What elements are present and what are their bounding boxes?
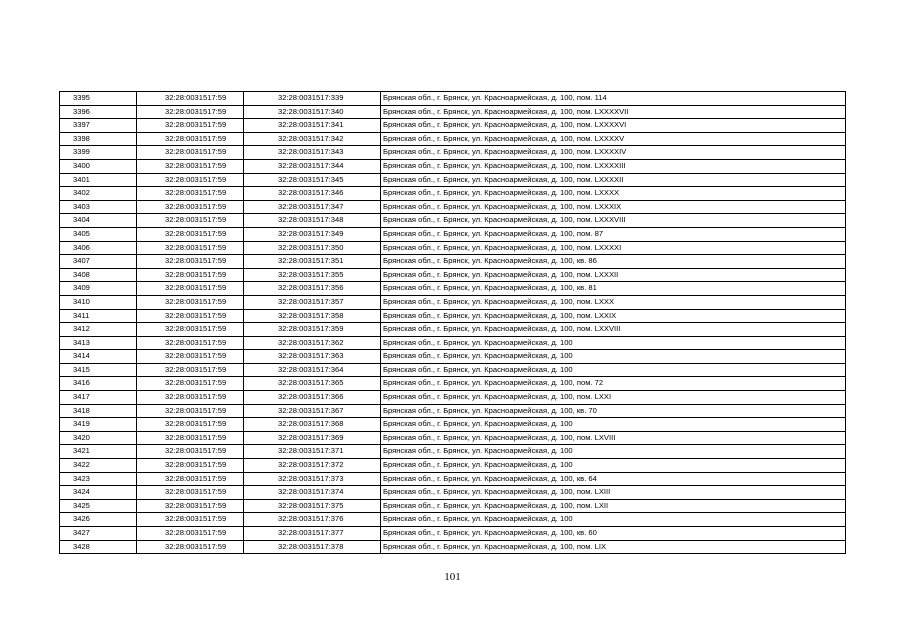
table-row: [60, 377, 846, 391]
row-number-cell: 3400: [60, 159, 137, 173]
room-cadastral-number-cell: 32:28:0031517:365: [244, 377, 381, 391]
address-cell: Брянская обл., г. Брянск, ул. Красноармейская, д. 100: [381, 350, 846, 364]
table-row: [60, 200, 846, 214]
row-number-cell: 3418: [60, 404, 137, 418]
table-row: [60, 445, 846, 459]
room-cadastral-number-cell: 32:28:0031517:351: [244, 255, 381, 269]
table-row: [60, 227, 846, 241]
parcel-cadastral-number-cell: 32:28:0031517:59: [137, 159, 244, 173]
address-cell: Брянская обл., г. Брянск, ул. Красноармейская, д. 100, кв. 64: [381, 472, 846, 486]
room-cadastral-number-cell: 32:28:0031517:350: [244, 241, 381, 255]
address-cell: Брянская обл., г. Брянск, ул. Красноармейская, д. 100, пом. LXVIII: [381, 431, 846, 445]
room-cadastral-number-cell: 32:28:0031517:341: [244, 119, 381, 133]
parcel-cadastral-number-cell: 32:28:0031517:59: [137, 282, 244, 296]
parcel-cadastral-number-cell: 32:28:0031517:59: [137, 431, 244, 445]
parcel-cadastral-number-cell: 32:28:0031517:59: [137, 336, 244, 350]
table-row: [60, 132, 846, 146]
room-cadastral-number-cell: 32:28:0031517:368: [244, 418, 381, 432]
parcel-cadastral-number-cell: 32:28:0031517:59: [137, 527, 244, 541]
page-number: 101: [444, 571, 461, 583]
row-number-cell: 3399: [60, 146, 137, 160]
parcel-cadastral-number-cell: 32:28:0031517:59: [137, 173, 244, 187]
address-cell: Брянская обл., г. Брянск, ул. Красноармейская, д. 100: [381, 459, 846, 473]
room-cadastral-number-cell: 32:28:0031517:343: [244, 146, 381, 160]
row-number-cell: 3420: [60, 431, 137, 445]
parcel-cadastral-number-cell: 32:28:0031517:59: [137, 404, 244, 418]
row-number-cell: 3406: [60, 241, 137, 255]
row-number-cell: 3424: [60, 486, 137, 500]
parcel-cadastral-number-cell: 32:28:0031517:59: [137, 499, 244, 513]
row-number-cell: 3396: [60, 105, 137, 119]
table-row: [60, 459, 846, 473]
parcel-cadastral-number-cell: 32:28:0031517:59: [137, 377, 244, 391]
table-row: [60, 363, 846, 377]
row-number-cell: 3422: [60, 459, 137, 473]
address-cell: Брянская обл., г. Брянск, ул. Красноармейская, д. 100: [381, 445, 846, 459]
room-cadastral-number-cell: 32:28:0031517:340: [244, 105, 381, 119]
row-number-cell: 3403: [60, 200, 137, 214]
room-cadastral-number-cell: 32:28:0031517:356: [244, 282, 381, 296]
address-cell: Брянская обл., г. Брянск, ул. Красноармейская, д. 100, пом. LXXXXV: [381, 132, 846, 146]
room-cadastral-number-cell: 32:28:0031517:347: [244, 200, 381, 214]
room-cadastral-number-cell: 32:28:0031517:342: [244, 132, 381, 146]
address-cell: Брянская обл., г. Брянск, ул. Красноармейская, д. 100, пом. 114: [381, 92, 846, 106]
room-cadastral-number-cell: 32:28:0031517:348: [244, 214, 381, 228]
table-row: [60, 255, 846, 269]
room-cadastral-number-cell: 32:28:0031517:372: [244, 459, 381, 473]
address-cell: Брянская обл., г. Брянск, ул. Красноармейская, д. 100, кв. 86: [381, 255, 846, 269]
room-cadastral-number-cell: 32:28:0031517:349: [244, 227, 381, 241]
table-row: [60, 146, 846, 160]
address-cell: Брянская обл., г. Брянск, ул. Красноармейская, д. 100, пом. LXXXII: [381, 268, 846, 282]
parcel-cadastral-number-cell: 32:28:0031517:59: [137, 105, 244, 119]
table-row: [60, 214, 846, 228]
room-cadastral-number-cell: 32:28:0031517:371: [244, 445, 381, 459]
row-number-cell: 3425: [60, 499, 137, 513]
table-row: [60, 391, 846, 405]
row-number-cell: 3419: [60, 418, 137, 432]
table-row: [60, 350, 846, 364]
row-number-cell: 3413: [60, 336, 137, 350]
table-row: [60, 268, 846, 282]
row-number-cell: 3408: [60, 268, 137, 282]
parcel-cadastral-number-cell: 32:28:0031517:59: [137, 92, 244, 106]
row-number-cell: 3414: [60, 350, 137, 364]
parcel-cadastral-number-cell: 32:28:0031517:59: [137, 241, 244, 255]
table-row: [60, 119, 846, 133]
row-number-cell: 3416: [60, 377, 137, 391]
parcel-cadastral-number-cell: 32:28:0031517:59: [137, 119, 244, 133]
room-cadastral-number-cell: 32:28:0031517:339: [244, 92, 381, 106]
parcel-cadastral-number-cell: 32:28:0031517:59: [137, 227, 244, 241]
parcel-cadastral-number-cell: 32:28:0031517:59: [137, 214, 244, 228]
parcel-cadastral-number-cell: 32:28:0031517:59: [137, 323, 244, 337]
parcel-cadastral-number-cell: 32:28:0031517:59: [137, 309, 244, 323]
address-cell: Брянская обл., г. Брянск, ул. Красноармейская, д. 100, пом. LXIII: [381, 486, 846, 500]
table-row: [60, 418, 846, 432]
address-cell: Брянская обл., г. Брянск, ул. Красноармейская, д. 100, пом. LXXIX: [381, 309, 846, 323]
parcel-cadastral-number-cell: 32:28:0031517:59: [137, 268, 244, 282]
parcel-cadastral-number-cell: 32:28:0031517:59: [137, 187, 244, 201]
row-number-cell: 3426: [60, 513, 137, 527]
address-cell: Брянская обл., г. Брянск, ул. Красноармейская, д. 100, пом. LXXXXI: [381, 241, 846, 255]
row-number-cell: 3421: [60, 445, 137, 459]
table-row: [60, 513, 846, 527]
row-number-cell: 3417: [60, 391, 137, 405]
table-row: [60, 187, 846, 201]
table-row: [60, 309, 846, 323]
table-row: [60, 92, 846, 106]
row-number-cell: 3401: [60, 173, 137, 187]
address-cell: Брянская обл., г. Брянск, ул. Красноармейская, д. 100, пом. LXXVIII: [381, 323, 846, 337]
parcel-cadastral-number-cell: 32:28:0031517:59: [137, 418, 244, 432]
room-cadastral-number-cell: 32:28:0031517:369: [244, 431, 381, 445]
room-cadastral-number-cell: 32:28:0031517:366: [244, 391, 381, 405]
address-cell: Брянская обл., г. Брянск, ул. Красноармейская, д. 100, пом. LXXXXVI: [381, 119, 846, 133]
address-cell: Брянская обл., г. Брянск, ул. Красноармейская, д. 100, пом. LXXXXIV: [381, 146, 846, 160]
address-cell: Брянская обл., г. Брянск, ул. Красноармейская, д. 100, пом. 87: [381, 227, 846, 241]
room-cadastral-number-cell: 32:28:0031517:345: [244, 173, 381, 187]
address-cell: Брянская обл., г. Брянск, ул. Красноармейская, д. 100, пом. LXXXXII: [381, 173, 846, 187]
address-cell: Брянская обл., г. Брянск, ул. Красноармейская, д. 100, кв. 60: [381, 527, 846, 541]
parcel-cadastral-number-cell: 32:28:0031517:59: [137, 132, 244, 146]
parcel-cadastral-number-cell: 32:28:0031517:59: [137, 295, 244, 309]
room-cadastral-number-cell: 32:28:0031517:346: [244, 187, 381, 201]
parcel-cadastral-number-cell: 32:28:0031517:59: [137, 445, 244, 459]
room-cadastral-number-cell: 32:28:0031517:362: [244, 336, 381, 350]
property-table-body: [60, 92, 846, 554]
table-row: [60, 282, 846, 296]
parcel-cadastral-number-cell: 32:28:0031517:59: [137, 540, 244, 554]
table-row: [60, 472, 846, 486]
table-row: [60, 527, 846, 541]
room-cadastral-number-cell: 32:28:0031517:378: [244, 540, 381, 554]
address-cell: Брянская обл., г. Брянск, ул. Красноармейская, д. 100, кв. 81: [381, 282, 846, 296]
table-row: [60, 486, 846, 500]
room-cadastral-number-cell: 32:28:0031517:367: [244, 404, 381, 418]
room-cadastral-number-cell: 32:28:0031517:359: [244, 323, 381, 337]
row-number-cell: 3407: [60, 255, 137, 269]
row-number-cell: 3402: [60, 187, 137, 201]
table-row: [60, 173, 846, 187]
row-number-cell: 3405: [60, 227, 137, 241]
address-cell: Брянская обл., г. Брянск, ул. Красноармейская, д. 100, пом. LXXXX: [381, 187, 846, 201]
row-number-cell: 3427: [60, 527, 137, 541]
room-cadastral-number-cell: 32:28:0031517:358: [244, 309, 381, 323]
row-number-cell: 3428: [60, 540, 137, 554]
room-cadastral-number-cell: 32:28:0031517:375: [244, 499, 381, 513]
parcel-cadastral-number-cell: 32:28:0031517:59: [137, 363, 244, 377]
row-number-cell: 3409: [60, 282, 137, 296]
parcel-cadastral-number-cell: 32:28:0031517:59: [137, 255, 244, 269]
address-cell: Брянская обл., г. Брянск, ул. Красноармейская, д. 100, пом. LXII: [381, 499, 846, 513]
address-cell: Брянская обл., г. Брянск, ул. Красноармейская, д. 100, пом. LXXXXIII: [381, 159, 846, 173]
room-cadastral-number-cell: 32:28:0031517:373: [244, 472, 381, 486]
table-row: [60, 295, 846, 309]
table-row: [60, 431, 846, 445]
parcel-cadastral-number-cell: 32:28:0031517:59: [137, 472, 244, 486]
parcel-cadastral-number-cell: 32:28:0031517:59: [137, 391, 244, 405]
row-number-cell: 3411: [60, 309, 137, 323]
row-number-cell: 3415: [60, 363, 137, 377]
table-row: [60, 105, 846, 119]
room-cadastral-number-cell: 32:28:0031517:355: [244, 268, 381, 282]
table-row: [60, 404, 846, 418]
table-row: [60, 499, 846, 513]
room-cadastral-number-cell: 32:28:0031517:364: [244, 363, 381, 377]
room-cadastral-number-cell: 32:28:0031517:374: [244, 486, 381, 500]
table-row: [60, 241, 846, 255]
room-cadastral-number-cell: 32:28:0031517:344: [244, 159, 381, 173]
table-row: [60, 336, 846, 350]
row-number-cell: 3410: [60, 295, 137, 309]
row-number-cell: 3423: [60, 472, 137, 486]
table-row: [60, 323, 846, 337]
address-cell: Брянская обл., г. Брянск, ул. Красноармейская, д. 100, пом. LXXXVIII: [381, 214, 846, 228]
parcel-cadastral-number-cell: 32:28:0031517:59: [137, 146, 244, 160]
table-row: [60, 159, 846, 173]
parcel-cadastral-number-cell: 32:28:0031517:59: [137, 486, 244, 500]
parcel-cadastral-number-cell: 32:28:0031517:59: [137, 350, 244, 364]
row-number-cell: 3398: [60, 132, 137, 146]
address-cell: Брянская обл., г. Брянск, ул. Красноармейская, д. 100, пом. 72: [381, 377, 846, 391]
row-number-cell: 3395: [60, 92, 137, 106]
address-cell: Брянская обл., г. Брянск, ул. Красноармейская, д. 100: [381, 336, 846, 350]
table-row: [60, 540, 846, 554]
room-cadastral-number-cell: 32:28:0031517:376: [244, 513, 381, 527]
address-cell: Брянская обл., г. Брянск, ул. Красноармейская, д. 100: [381, 513, 846, 527]
parcel-cadastral-number-cell: 32:28:0031517:59: [137, 459, 244, 473]
address-cell: Брянская обл., г. Брянск, ул. Красноармейская, д. 100: [381, 363, 846, 377]
room-cadastral-number-cell: 32:28:0031517:363: [244, 350, 381, 364]
address-cell: Брянская обл., г. Брянск, ул. Красноармейская, д. 100, пом. LXXI: [381, 391, 846, 405]
row-number-cell: 3412: [60, 323, 137, 337]
parcel-cadastral-number-cell: 32:28:0031517:59: [137, 200, 244, 214]
address-cell: Брянская обл., г. Брянск, ул. Красноармейская, д. 100, пом. LXXX: [381, 295, 846, 309]
row-number-cell: 3397: [60, 119, 137, 133]
address-cell: Брянская обл., г. Брянск, ул. Красноармейская, д. 100, пом. LXXXIX: [381, 200, 846, 214]
address-cell: Брянская обл., г. Брянск, ул. Красноармейская, д. 100, пом. LIX: [381, 540, 846, 554]
address-cell: Брянская обл., г. Брянск, ул. Красноармейская, д. 100, пом. LXXXXVII: [381, 105, 846, 119]
address-cell: Брянская обл., г. Брянск, ул. Красноармейская, д. 100: [381, 418, 846, 432]
parcel-cadastral-number-cell: 32:28:0031517:59: [137, 513, 244, 527]
room-cadastral-number-cell: 32:28:0031517:377: [244, 527, 381, 541]
address-cell: Брянская обл., г. Брянск, ул. Красноармейская, д. 100, кв. 70: [381, 404, 846, 418]
property-table: [59, 91, 846, 554]
row-number-cell: 3404: [60, 214, 137, 228]
room-cadastral-number-cell: 32:28:0031517:357: [244, 295, 381, 309]
